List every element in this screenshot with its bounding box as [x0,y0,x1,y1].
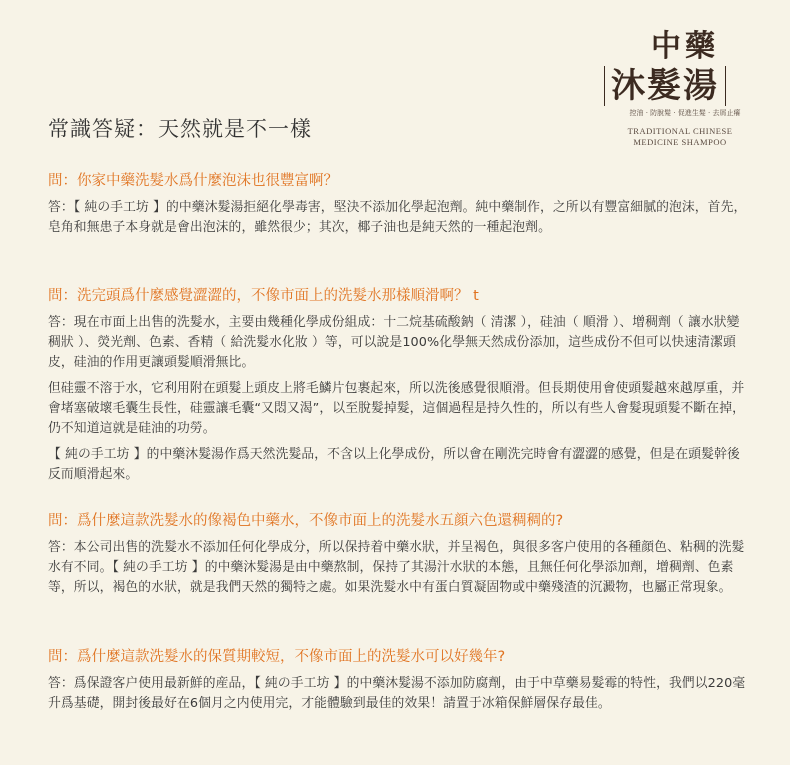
faq-question: 問：你家中藥洗髮水爲什麼泡沫也很豐富啊？ [48,173,338,189]
page-title: 常識答疑：天然就是不一樣 [48,117,312,141]
faq-answer: 答：【 純の手工坊 】的中藥沐髮湯拒絕化學毒害，堅決不添加化學起泡劑。純中藥制作，之所以有豐富細膩的泡沫，首先，皂角和無患子本身就是會出泡沫的，雖然很少；其次，椰子油也是純天然的一種起泡劑。 [48,200,747,235]
faq-item [48,646,748,720]
faq-question: 問：洗完頭爲什麼感覺澀澀的，不像市面上的洗髮水那樣順滑啊？ t [48,288,479,304]
faq-item [48,285,748,491]
faq-answer: 答：現在市面上出售的洗髮水，主要由幾種化學成份組成：十二烷基硫酸鈉（ 清潔 ），硅油（ 順滑 ）、增稠劑（ 讓水狀變稠狀 ）、熒光劑、色素、香精（ 給洗髮水化妝 ）等，可以說是100%化學無天然成份添加，這些成份不但可以快速清潔頭皮，硅油的作用更讓頭髮順滑無比。 [48,315,740,370]
faq-answer: 但硅靈不溶于水，它利用附在頭髮上頭皮上將毛鱗片包裹起來，所以洗後感覺很順滑。但長期使用會使頭髮越來越厚重，并會堵塞破壞毛囊生長性，硅靈讓毛囊“又悶又渴”，以至脫髮掉髮，這個過程是持久性的，所以有些人會髮現頭髮不斷在掉，仍不知道這就是硅油的功勞。 [48,381,745,436]
logo-tagline: 控油 · 防脫髮 · 促進生髮 · 去屑止癢 [629,109,741,117]
faq-answer: 答：本公司出售的洗髮水不添加任何化學成分，所以保持着中藥水狀，并呈褐色，與很多客户使用的各種顔色、粘稠的洗髮水有不同。【 純の手工坊 】的中藥沐髮湯是由中藥熬制，保持了其湯汁水狀的本態，且無任何化學添加劑，增稠劑、色素等，所以，褐色的水狀，就是我們天然的獨特之處。如果洗髮水中有蛋白質凝固物或中藥殘渣的沉澱物，也屬正常現象。 [48,540,745,595]
logo-main-text: 沐髮湯 [604,66,726,106]
logo-title: 中藥 [651,29,719,64]
brand-logo [560,30,770,150]
faq-answer: 【 純の手工坊 】的中藥沐髮湯作爲天然洗髮品，不含以上化學成份，所以會在剛洗完時會有澀澀的感覺，但是在頭髮幹後反而順滑起來。 [48,447,740,482]
faq-answer: 答：爲保證客户使用最新鮮的産品，【 純の手工坊 】的中藥沐髮湯不添加防腐劑，由于中草藥易髮霉的特性，我們以220毫升爲基礎，開封後最好在6個月之内使用完，才能體驗到最佳的效果！請置于冰箱保鮮層保存最佳。 [48,676,746,711]
faq-item [48,170,748,244]
logo-english [590,126,770,148]
logo-english-line1: TRADITIONAL CHINESE [627,126,733,136]
faq-item [48,510,748,604]
logo-english-line2: MEDICINE SHAMPOO [633,137,727,147]
faq-question: 問：爲什麼這款洗髮水的保質期較短，不像市面上的洗髮水可以好幾年? [48,649,506,665]
faq-question: 問：爲什麼這款洗髮水的像褐色中藥水，不像市面上的洗髮水五顔六色還稠稠的? [48,513,564,529]
